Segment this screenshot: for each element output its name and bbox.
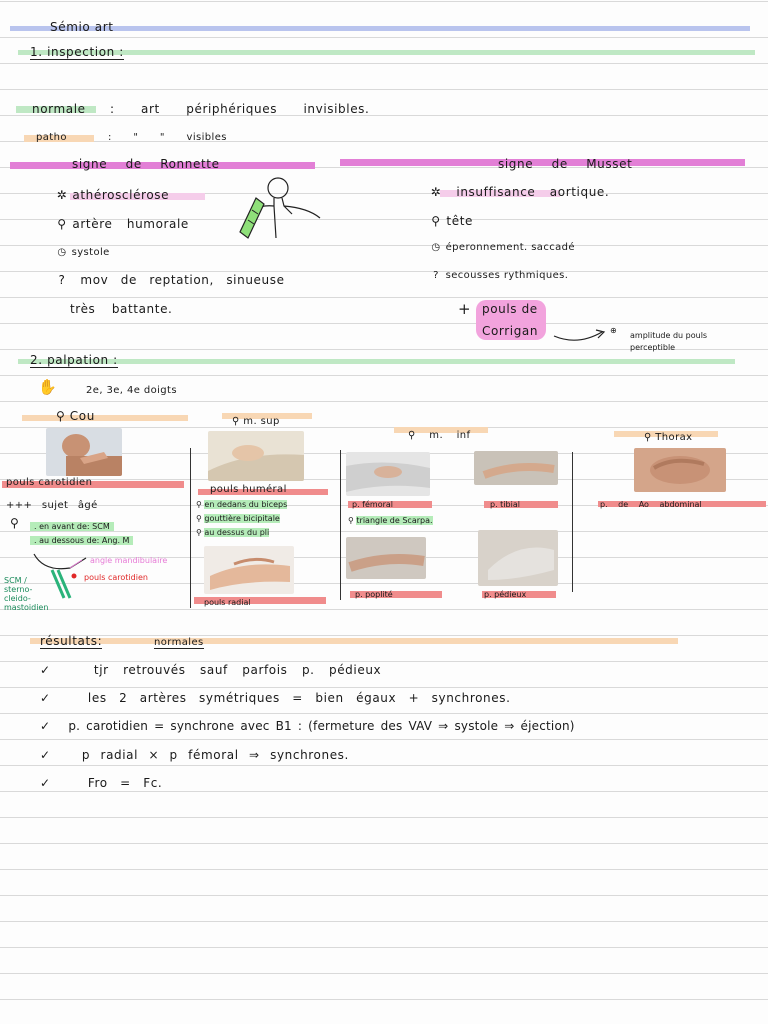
radial-photo [204, 546, 294, 594]
divider-3 [572, 452, 573, 592]
pedal-caption: p. pédieux [484, 590, 527, 599]
section2-highlight [18, 359, 735, 364]
location-icon: ⚲ [10, 516, 20, 530]
patho-label: patho [36, 132, 67, 143]
carotid-caption: pouls carotidien [6, 477, 93, 488]
tibial-caption: p. tibial [490, 500, 520, 509]
corrigan-label: pouls de Corrigan [482, 302, 539, 338]
ronnette-item-2: ◷ systole [57, 247, 110, 258]
ronnette-item-0: ✲ athérosclérose [56, 188, 170, 202]
abdominal-photo [634, 448, 726, 492]
sujet-age: +++ sujet âgé [6, 500, 98, 511]
humeral-photo [208, 431, 304, 481]
ronnette-heading: signe de Ronnette [72, 157, 220, 171]
results-heading: résultats: [40, 634, 103, 648]
femoral-caption: p. fémoral [352, 500, 394, 509]
result-item-2: ✓ p. carotidien = synchrone avec B1 : (fermeture des VAV ⇒ systole ⇒ éjection) [40, 719, 575, 733]
musset-item-1: ⚲ tête [431, 214, 473, 228]
msup-line-1: ⚲ gouttière bicipitale [196, 514, 280, 523]
musset-heading: signe de Musset [498, 157, 633, 171]
ronnette-item-1: ⚲ artère humorale [57, 217, 189, 231]
musset-item-2: ◷ éperonnement. saccadé [431, 242, 575, 253]
section1-highlight [18, 50, 755, 55]
popliteal-photo [346, 537, 426, 579]
normale-text: : art périphériques invisibles. [110, 102, 370, 116]
carotid-photo [46, 428, 122, 476]
divider-1 [190, 448, 191, 608]
popliteal-caption: p. poplité [355, 590, 393, 599]
result-item-1: ✓ les 2 artères symétriques = bien égaux + synchrones. [40, 691, 511, 705]
result-item-3: ✓ p radial × p fémoral ⇒ synchrones. [40, 748, 349, 762]
femoral-photo [346, 452, 430, 496]
plus-circle-icon: ⊕ [610, 326, 617, 335]
normale-label: normale [32, 102, 86, 116]
patho-text: : " " visibles [108, 132, 227, 143]
divider-2 [340, 450, 341, 600]
results-sub: normales [154, 637, 204, 648]
result-item-4: ✓ Fro = Fc. [40, 776, 163, 790]
thorax-label: ⚲ Thorax [644, 432, 693, 443]
title-highlight [10, 26, 750, 31]
arm-figure-illustration [222, 176, 326, 244]
humeral-caption: pouls huméral [210, 484, 287, 495]
abdominal-caption: p. de Ao abdominal [600, 500, 702, 509]
fingers-text: 2e, 3e, 4e doigts [86, 385, 177, 396]
ronnette-item-3: ? mov de reptation, sinueuse [58, 273, 285, 287]
pedal-photo [478, 530, 558, 586]
results-highlight [30, 638, 678, 644]
result-item-0: ✓ tjr retrouvés sauf parfois p. pédieux [40, 663, 382, 677]
musset-item-0: ✲ insuffisance aortique. [430, 185, 610, 199]
msup-line-2: ⚲ au dessus du pli [196, 528, 270, 537]
cou-line-0: . en avant de: SCM [30, 522, 114, 531]
femoral-sub: ⚲ triangle de Scarpa. [348, 516, 433, 525]
cou-label: ⚲ Cou [56, 409, 95, 423]
scm-label: SCM / sterno-cleido-mastoidien [4, 576, 49, 612]
ronnette-item-4: très battante. [70, 302, 173, 316]
corrigan-result: amplitude du pouls perceptible [630, 331, 708, 352]
arrow-icon [552, 326, 608, 344]
minf-label: ⚲ m. inf [408, 430, 471, 441]
page-title: Sémio art [50, 20, 114, 34]
section2-heading: 2. palpation : [30, 353, 118, 367]
tibial-photo [474, 451, 558, 485]
radial-caption: pouls radial [204, 598, 251, 607]
cou-highlight [22, 415, 188, 421]
msup-label: ⚲ m. sup [232, 416, 280, 427]
msup-line-0: ⚲ en dedans du biceps [196, 500, 288, 509]
carotid-diagram-label: pouls carotidien [84, 573, 148, 582]
angle-label: angle mandibulaire [90, 556, 168, 565]
cou-line-1: . au dessous de: Ang. M [30, 536, 133, 545]
musset-item-3: ? secousses rythmiques. [433, 270, 569, 281]
hand-icon: ✋ [38, 378, 58, 396]
section1-heading: 1. inspection : [30, 45, 124, 59]
plus-sign: + [458, 300, 472, 318]
